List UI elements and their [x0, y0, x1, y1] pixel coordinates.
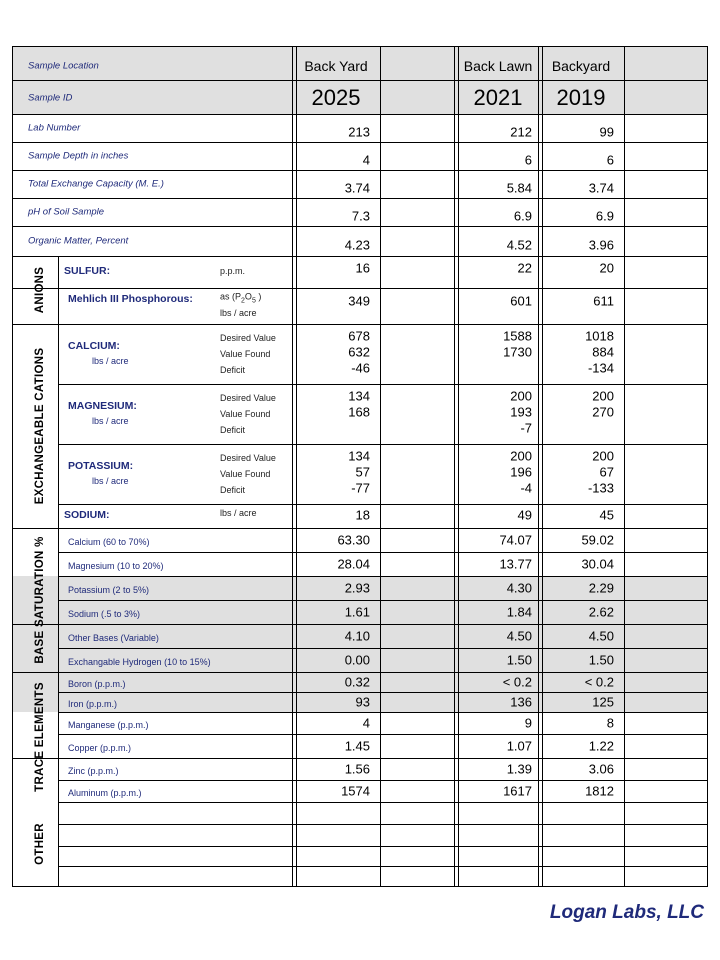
grid-line	[58, 734, 708, 735]
grid-line	[58, 692, 708, 693]
grid-line	[12, 758, 708, 759]
base-saturation-label: Calcium (60 to 70%)	[68, 537, 150, 547]
cation-sub-label: Deficit	[220, 425, 246, 435]
value-cell: 28.04	[337, 556, 370, 572]
grid-line	[380, 46, 381, 886]
column-location: Back Yard	[304, 58, 368, 74]
value-cell: 4	[362, 715, 370, 731]
cation-sub-label: Desired Value	[220, 333, 276, 343]
value-cell: 1.50	[506, 652, 532, 668]
value-cell: 1617	[503, 783, 532, 799]
value-cell: 45	[599, 507, 614, 523]
value-cell: 6	[524, 152, 532, 168]
base-saturation-label: Exchangable Hydrogen (10 to 15%)	[68, 657, 211, 667]
value-cell: 1730	[503, 344, 532, 360]
value-cell: 213	[348, 124, 370, 140]
value-cell: 193	[510, 404, 532, 420]
value-cell: 4.10	[344, 628, 370, 644]
value-cell: 200	[592, 388, 614, 404]
value-cell: 196	[510, 464, 532, 480]
column-sample-id: 2025	[311, 85, 361, 110]
value-cell: 1574	[341, 783, 370, 799]
value-cell: 4.30	[506, 580, 532, 596]
grid-line	[58, 444, 708, 445]
value-cell: 884	[592, 344, 614, 360]
sodium-label: SODIUM:	[64, 509, 110, 521]
cation-sub-label: Value Found	[220, 409, 271, 419]
value-cell: 678	[348, 328, 370, 344]
value-cell: 1.61	[344, 604, 370, 620]
grid-line	[12, 886, 708, 887]
value-cell: 1.50	[588, 652, 614, 668]
value-cell: 3.74	[588, 180, 614, 196]
value-cell: 16	[355, 260, 370, 276]
value-cell: 168	[348, 404, 370, 420]
grid-line	[58, 256, 59, 886]
cation-sub-label: Deficit	[220, 485, 246, 495]
value-cell: 20	[599, 260, 614, 276]
group-label: BASE SATURATION %	[34, 536, 46, 664]
phosphorous-unit-part: )	[255, 291, 262, 302]
cation-sub-label: Deficit	[220, 365, 246, 375]
value-cell: 134	[348, 448, 370, 464]
general-row-label: Sample Depth in inches	[28, 150, 129, 162]
cation-unit: lbs / acre	[92, 476, 129, 486]
base-saturation-label: Other Bases (Variable)	[68, 633, 159, 643]
value-cell: 63.30	[337, 532, 370, 548]
value-cell: 212	[510, 124, 532, 140]
value-cell: 4.23	[344, 237, 370, 253]
grid-line	[58, 504, 708, 505]
value-cell: 1.45	[344, 738, 370, 754]
value-cell: 67	[599, 464, 614, 480]
value-cell: 5.84	[506, 180, 532, 196]
grid-line	[12, 528, 708, 529]
cation-sub-label: Value Found	[220, 349, 271, 359]
grid-line	[58, 648, 708, 649]
grid-line	[58, 802, 708, 803]
value-cell: 13.77	[499, 556, 532, 572]
value-cell: 1.56	[344, 761, 370, 777]
value-cell: -133	[587, 480, 614, 496]
grid-line	[12, 170, 708, 171]
value-cell: 4.50	[506, 628, 532, 644]
soil-report-table	[12, 46, 708, 886]
group-label: TRACE ELEMENTS	[34, 682, 46, 792]
cation-unit: lbs / acre	[92, 416, 129, 426]
base-saturation-label: Sodium (.5 to 3%)	[68, 609, 141, 619]
grid-line	[12, 46, 13, 886]
value-cell: 0.00	[344, 652, 370, 668]
grid-line	[292, 46, 293, 886]
phosphorous-unit2: lbs / acre	[220, 308, 257, 318]
value-cell: 200	[592, 448, 614, 464]
grid-line	[707, 46, 708, 886]
general-row-label: pH of Soil Sample	[28, 206, 105, 218]
grid-line	[58, 866, 708, 867]
phosphorous-unit	[220, 292, 261, 305]
value-cell: 2.93	[344, 580, 370, 596]
cation-unit: lbs / acre	[92, 356, 129, 366]
group-label: OTHER	[34, 823, 46, 865]
trace-element-label: Aluminum (p.p.m.)	[68, 788, 142, 798]
cation-sub-label: Desired Value	[220, 453, 276, 463]
value-cell: 4.52	[506, 237, 532, 253]
column-location: Backyard	[551, 58, 611, 74]
value-cell: 200	[510, 448, 532, 464]
sample-id-label: Sample ID	[28, 92, 73, 104]
value-cell: 4	[362, 152, 370, 168]
grid-line	[454, 46, 455, 886]
value-cell: 134	[348, 388, 370, 404]
cation-name: MAGNESIUM:	[68, 400, 137, 412]
phosphorous-unit-part: O	[244, 291, 252, 302]
value-cell: 49	[517, 507, 532, 523]
trace-element-label: Zinc (p.p.m.)	[68, 766, 119, 776]
grid-line	[58, 600, 708, 601]
trace-element-label: Copper (p.p.m.)	[68, 743, 132, 753]
value-cell: 1.07	[506, 738, 532, 754]
value-cell: 7.3	[351, 208, 370, 224]
value-cell: 4.50	[588, 628, 614, 644]
value-cell: 30.04	[581, 556, 614, 572]
grid-line	[12, 114, 708, 115]
lab-name: Logan Labs, LLC	[549, 902, 704, 923]
value-cell: 349	[348, 293, 370, 309]
trace-element-label: Boron (p.p.m.)	[68, 679, 126, 689]
value-cell: < 0.2	[502, 674, 532, 690]
value-cell: 2.62	[588, 604, 614, 620]
value-cell: 22	[517, 260, 532, 276]
cation-sub-label: Desired Value	[220, 393, 276, 403]
phosphorous-unit-part: 2	[241, 297, 245, 305]
value-cell: 1.39	[506, 761, 532, 777]
value-cell: -77	[351, 480, 370, 496]
value-cell: 0.32	[344, 674, 370, 690]
grid-line	[58, 780, 708, 781]
general-row-label: Lab Number	[28, 122, 81, 134]
value-cell: 601	[510, 293, 532, 309]
value-cell: 1.22	[588, 738, 614, 754]
grid-line	[538, 46, 539, 886]
sodium-unit: lbs / acre	[220, 508, 257, 518]
group-label: EXCHANGEABLE CATIONS	[34, 347, 46, 505]
grid-line	[58, 552, 708, 553]
trace-element-label: Manganese (p.p.m.)	[68, 720, 149, 730]
cation-name: CALCIUM:	[68, 340, 120, 352]
grid-line	[624, 46, 625, 886]
grid-line	[58, 712, 708, 713]
value-cell: 125	[592, 694, 614, 710]
trace-element-label: Iron (p.p.m.)	[68, 699, 118, 709]
value-cell: 8	[606, 715, 614, 731]
column-sample-id: 2021	[473, 85, 523, 110]
value-cell: 200	[510, 388, 532, 404]
value-cell: 1.84	[506, 604, 532, 620]
value-cell: 6	[606, 152, 614, 168]
value-cell: 1588	[503, 328, 532, 344]
grid-line	[12, 256, 708, 257]
grid-line	[12, 624, 708, 625]
value-cell: 57	[355, 464, 370, 480]
sample-location-label: Sample Location	[28, 60, 99, 72]
column-location: Back Lawn	[463, 58, 533, 74]
grid-line	[12, 142, 708, 143]
grid-line	[58, 384, 708, 385]
value-cell: 18	[355, 507, 370, 523]
phosphorous-label: Mehlich III Phosphorous:	[68, 293, 193, 305]
value-cell: 3.96	[588, 237, 614, 253]
grid-line	[58, 824, 708, 825]
grid-line	[12, 198, 708, 199]
sulfur-label: SULFUR:	[64, 265, 111, 277]
column-sample-id: 2019	[556, 85, 606, 110]
value-cell: 632	[348, 344, 370, 360]
value-cell: 270	[592, 404, 614, 420]
general-row-label: Organic Matter, Percent	[28, 235, 129, 247]
grid-line	[58, 846, 708, 847]
base-saturation-label: Magnesium (10 to 20%)	[68, 561, 164, 571]
cation-name: POTASSIUM:	[68, 460, 134, 472]
value-cell: 9	[524, 715, 532, 731]
grid-line	[58, 288, 708, 289]
value-cell: < 0.2	[584, 674, 614, 690]
value-cell: 93	[355, 694, 370, 710]
value-cell: 59.02	[581, 532, 614, 548]
grid-line	[58, 576, 708, 577]
value-cell: 3.74	[344, 180, 370, 196]
grid-line	[12, 80, 708, 81]
value-cell: 611	[593, 293, 614, 309]
grid-line	[12, 226, 708, 227]
sulfur-unit: p.p.m.	[220, 266, 246, 276]
value-cell: 3.06	[588, 761, 614, 777]
value-cell: 74.07	[499, 532, 532, 548]
phosphorous-unit-part: as (P	[220, 291, 242, 302]
value-cell: 136	[510, 694, 532, 710]
grid-line	[12, 46, 708, 47]
value-cell: -46	[351, 360, 370, 376]
grid-line	[12, 324, 708, 325]
group-label: ANIONS	[34, 266, 46, 314]
value-cell: 6.9	[595, 208, 614, 224]
value-cell: -7	[520, 420, 532, 436]
phosphorous-unit-part: 5	[251, 297, 256, 305]
value-cell: 6.9	[513, 208, 532, 224]
value-cell: 1018	[585, 328, 614, 344]
value-cell: 99	[599, 124, 614, 140]
cation-sub-label: Value Found	[220, 469, 271, 479]
base-saturation-label: Potassium (2 to 5%)	[68, 585, 150, 595]
value-cell: -134	[587, 360, 614, 376]
general-row-label: Total Exchange Capacity (M. E.)	[28, 178, 164, 190]
value-cell: -4	[520, 480, 532, 496]
value-cell: 1812	[585, 783, 614, 799]
value-cell: 2.29	[588, 580, 614, 596]
grid-line	[12, 672, 708, 673]
